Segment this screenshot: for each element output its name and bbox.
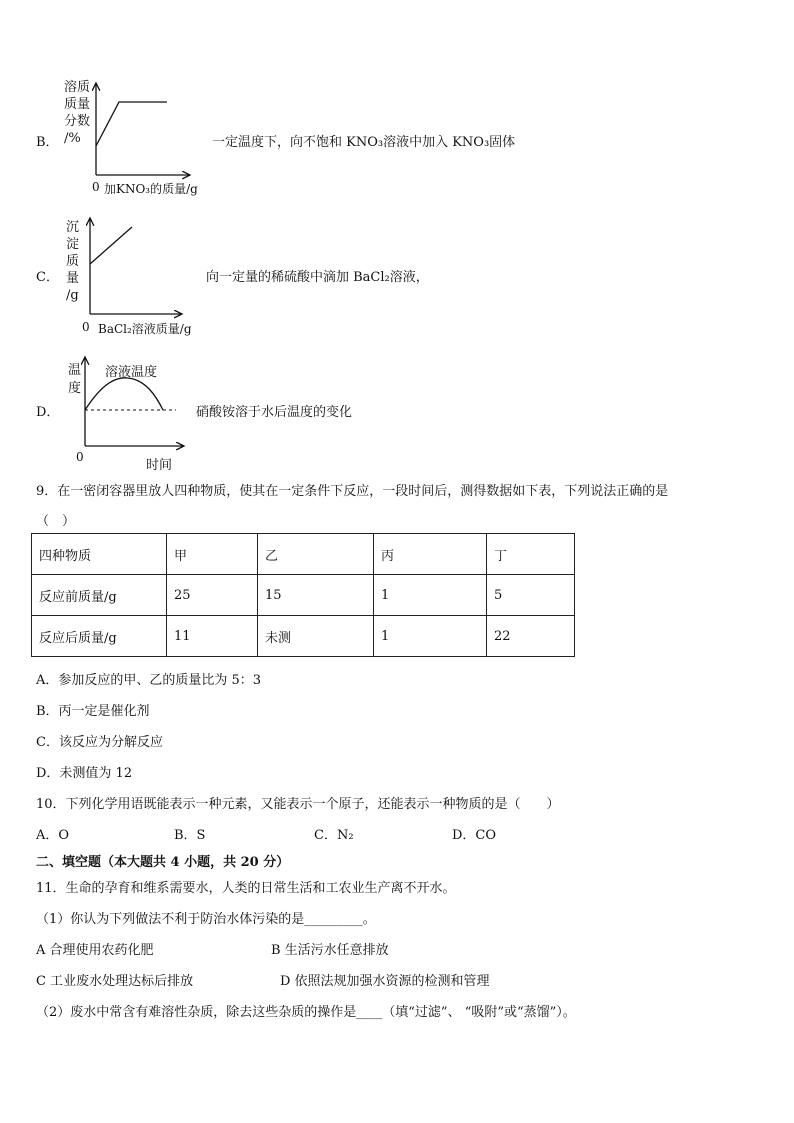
- graph-b-xlabel: 加KNO₃的质量/g: [104, 182, 198, 196]
- q9-option-b: B．丙一定是催化剂: [36, 704, 150, 719]
- q11-part2: （2）废水中常含有难溶性杂质，除去这些杂质的操作是____（填“过滤”、 “吸附”或“蒸馏”）。: [36, 1005, 576, 1020]
- table-row: [32, 534, 575, 575]
- table-row: [32, 575, 575, 616]
- table-cell: 11: [167, 616, 258, 657]
- q9-option-a: A．参加反应的甲、乙的质量比为 5：3: [36, 673, 262, 688]
- q9-paren: （ ）: [36, 514, 76, 529]
- graph-c-origin: 0: [82, 320, 90, 334]
- graph-d-origin: 0: [76, 450, 84, 464]
- q11-option-b: B 生活污水任意排放: [271, 943, 389, 958]
- table-row: [32, 616, 575, 657]
- table-cell: 25: [167, 575, 258, 616]
- table-cell: 1: [374, 616, 487, 657]
- graph-c-ylabel-line: 沉: [66, 220, 80, 235]
- q10-option-d: D．CO: [452, 828, 497, 843]
- graph-d-description: 硝酸铵溶于水后温度的变化: [196, 405, 353, 420]
- q9-data-table: [31, 533, 575, 657]
- graph-b-ylabel-line: 分数: [64, 114, 91, 129]
- graph-c-description: 向一定量的稀硫酸中滴加 BaCl₂溶液，: [206, 270, 429, 285]
- graph-d-curve-label: 溶液温度: [105, 365, 158, 380]
- q11-stem: 11．生命的孕育和维系需要水，人类的日常生活和工农业生产离不开水。: [36, 881, 456, 896]
- graph-d-xlabel: 时间: [146, 458, 173, 473]
- q9-option-d: D．未测值为 12: [36, 766, 133, 781]
- table-cell: 反应后质量/g: [32, 616, 167, 657]
- q10-option-b: B．S: [174, 828, 206, 843]
- q9-stem: 9．在一密闭容器里放人四种物质，使其在一定条件下反应，一段时间后，测得数据如下表，下列说法正确的是: [36, 484, 669, 499]
- q11-option-c: C 工业废水处理达标后排放: [36, 974, 194, 989]
- graph-c-ylabel-line: 淀: [66, 237, 80, 252]
- table-cell: 22: [487, 616, 575, 657]
- q10-option-a: A．O: [36, 828, 70, 843]
- section-heading: 二、填空题（本大题共 4 小题，共 20 分）: [36, 855, 290, 870]
- table-cell: 乙: [258, 534, 374, 575]
- q11-option-a: A 合理使用农药化肥: [36, 943, 154, 958]
- graph-d-curve: [85, 378, 163, 410]
- table-cell: 15: [258, 575, 374, 616]
- table-cell: 5: [487, 575, 575, 616]
- option-b-letter: B．: [36, 135, 59, 150]
- graph-c-ylabel-line: /g: [66, 288, 79, 303]
- table-cell: 反应前质量/g: [32, 575, 167, 616]
- graph-c-ylabel-line: 量: [66, 271, 80, 286]
- graph-b-ylabel-line: /%: [64, 131, 81, 146]
- table-cell: 未测: [258, 616, 374, 657]
- table-cell: 丁: [487, 534, 575, 575]
- option-d-letter: D．: [36, 405, 60, 420]
- graph-d-ylabel-line: 温: [68, 363, 82, 378]
- q10-stem: 10．下列化学用语既能表示一种元素，又能表示一个原子，还能表示一种物质的是（ ）: [36, 797, 560, 812]
- graph-b-ylabel-line: 溶质: [64, 80, 91, 95]
- q11-part1: （1）你认为下列做法不利于防治水体污染的是_________。: [36, 912, 376, 927]
- table-cell: 丙: [374, 534, 487, 575]
- graph-d-ylabel-line: 度: [68, 381, 82, 396]
- graph-c-ylabel-line: 质: [66, 254, 80, 269]
- q9-option-c: C．该反应为分解反应: [36, 735, 163, 750]
- q11-option-d: D 依照法规加强水资源的检测和管理: [280, 974, 490, 989]
- q10-option-c: C．N₂: [314, 828, 354, 843]
- graph-b-description: 一定温度下，向不饱和 KNO₃溶液中加入 KNO₃固体: [212, 135, 516, 150]
- table-cell: 甲: [167, 534, 258, 575]
- table-cell: 1: [374, 575, 487, 616]
- graph-b-ylabel-line: 质量: [64, 97, 91, 112]
- option-c-letter: C．: [36, 270, 59, 285]
- graph-c-xlabel: BaCl₂溶液质量/g: [98, 322, 192, 336]
- table-cell: 四种物质: [32, 534, 167, 575]
- graph-b-origin: 0: [92, 180, 100, 194]
